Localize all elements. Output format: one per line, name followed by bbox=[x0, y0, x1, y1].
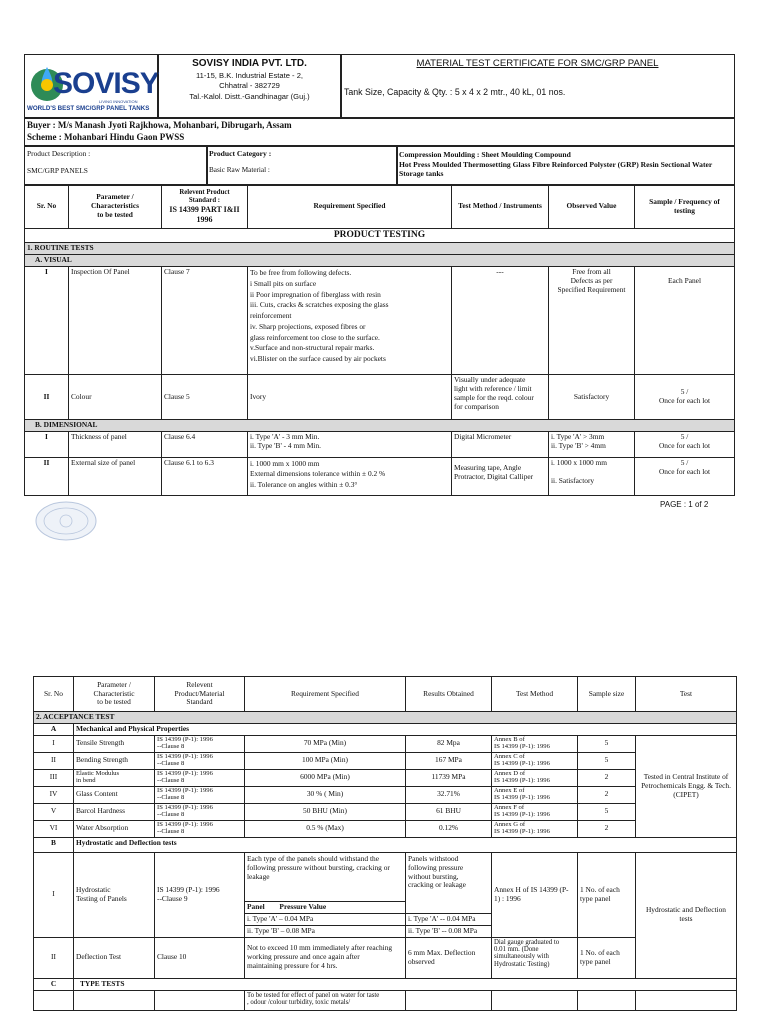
sample-cell: 2 bbox=[578, 820, 636, 837]
sr-cell: I bbox=[25, 432, 69, 458]
header-requirement: Requirement Specified bbox=[245, 677, 406, 712]
table-header-row bbox=[25, 185, 735, 229]
std-cell: IS 14399 (P-1): 1996 --Clause 8 bbox=[155, 786, 245, 803]
std-cell: Clause 6.4 bbox=[162, 432, 248, 458]
method-cell: Annex E of IS 14399 (P-1): 1996 bbox=[492, 786, 578, 803]
sample-cell: 2 bbox=[578, 769, 636, 786]
header-method: Test Method / Instruments bbox=[452, 185, 549, 229]
table-row bbox=[34, 990, 737, 1010]
sample-cell: 5 / Once for each lot bbox=[635, 432, 735, 458]
sr-cell: III bbox=[34, 769, 74, 786]
product-testing-row bbox=[25, 229, 735, 243]
method-cell: Annex C of IS 14399 (P-1): 1996 bbox=[492, 752, 578, 769]
std-cell: Clause 10 bbox=[155, 937, 245, 978]
std-cell: IS 14399 (P-1): 1996 --Clause 8 bbox=[155, 820, 245, 837]
req-cell: Not to exceed 10 mm immediately after reaching working pressure and once again after maintaining pressure for 4 hrs. bbox=[245, 937, 406, 978]
visual-label: A. VISUAL bbox=[25, 255, 735, 267]
section-c-label: TYPE TESTS bbox=[74, 978, 737, 990]
param-cell: External size of panel bbox=[69, 458, 162, 496]
method-cell: Dial gauge graduated to 0.01 mm. (Done simultaneously with Hydrostatic Testing) bbox=[492, 937, 578, 978]
std-cell: IS 14399 (P-1): 1996 --Clause 9 bbox=[155, 852, 245, 937]
result-cell: 82 Mpa bbox=[406, 735, 492, 752]
certificate-title: MATERIAL TEST CERTIFICATE FOR SMC/GRP PANEL bbox=[416, 58, 659, 69]
method-cell: Annex D of IS 14399 (P-1): 1996 bbox=[492, 769, 578, 786]
sample-cell: 5 bbox=[578, 752, 636, 769]
std-cell: IS 14399 (P-1): 1996 --Clause 8 bbox=[155, 735, 245, 752]
section-c-letter: C bbox=[34, 978, 74, 990]
sample-cell bbox=[578, 990, 636, 1010]
sample-cell: 5 / Once for each lot bbox=[635, 375, 735, 420]
sr-cell: II bbox=[34, 752, 74, 769]
table-row bbox=[25, 267, 735, 375]
result-cell bbox=[406, 852, 492, 937]
req-cell: To be free from following defects. i Small pits on surface ii Poor impregnation of fiberglass with resin iii. Cuts, cracks & scratches exposing the glass reinforcement iv. Sharp projections, exposed fibres or glass reinforcement too close to the surface. v.Surface and non-structural repair marks. vi.Blister on the surface caused by air pockets bbox=[248, 267, 452, 375]
company-address: 11-15, B.K. Industrial Estate - 2, Chhatral - 382729 Tal.-Kalol. Distt.-Gandhinagar (Guj.) bbox=[189, 71, 310, 101]
buyer: Buyer : M/s Manash Jyoti Rajkhowa, Mohanbari, Dibrugarh, Assam bbox=[27, 120, 292, 130]
result-cell: 0.12% bbox=[406, 820, 492, 837]
req-cell: 6000 MPa (Min) bbox=[245, 769, 406, 786]
header-sr: Sr. No bbox=[34, 677, 74, 712]
header-standard-top: Relevent Product Standard : bbox=[179, 188, 230, 204]
sr-cell: I bbox=[25, 267, 69, 375]
method-cell: Annex G of IS 14399 (P-1): 1996 bbox=[492, 820, 578, 837]
method-cell: Annex B of IS 14399 (P-1): 1996 bbox=[492, 735, 578, 752]
table-row bbox=[34, 769, 737, 786]
param-cell: Tensile Strength bbox=[74, 735, 155, 752]
std-cell bbox=[155, 990, 245, 1010]
header-standard bbox=[162, 185, 248, 229]
section-a-letter: A bbox=[34, 723, 74, 735]
req-cell: i. 1000 mm x 1000 mm External dimensions tolerance within ± 0.2 % ii. Tolerance on angles within ± 0.3° bbox=[248, 458, 452, 496]
sr-cell bbox=[34, 990, 74, 1010]
std-cell: IS 14399 (P-1): 1996 --Clause 8 bbox=[155, 752, 245, 769]
product-description-label: Product Description : bbox=[27, 149, 91, 158]
sample-cell: 5 / Once for each lot bbox=[635, 458, 735, 496]
stamp-watermark bbox=[34, 500, 98, 542]
result-cell: 11739 MPa bbox=[406, 769, 492, 786]
table-row bbox=[34, 786, 737, 803]
table-row bbox=[34, 803, 737, 820]
sample-cell: 1 No. of each type panel bbox=[578, 852, 636, 937]
company-logo bbox=[27, 61, 159, 113]
table-row bbox=[34, 735, 737, 752]
product-testing-title: PRODUCT TESTING bbox=[25, 229, 735, 243]
logo-tagline-small: LIVING INNOVATION bbox=[99, 99, 138, 104]
observed-cell: i. 1000 x 1000 mm ii. Satisfactory bbox=[549, 458, 635, 496]
header-standard-bold: IS 14399 PART I&II 1996 bbox=[169, 205, 240, 224]
method-cell bbox=[492, 990, 578, 1010]
param-cell: Thickness of panel bbox=[69, 432, 162, 458]
dimensional-label: B. DIMENSIONAL bbox=[25, 420, 735, 432]
param-cell: Hydrostatic Testing of Panels bbox=[74, 852, 155, 937]
section-a-row bbox=[34, 723, 737, 735]
routine-tests-label: 1. ROUTINE TESTS bbox=[25, 243, 735, 255]
hydro-type-a: i. Type 'A' – 0.04 MPa bbox=[245, 913, 405, 925]
method-cell: Visually under adequate light with reference / limit sample for the reqd. colour for comparison bbox=[452, 375, 549, 420]
hydro-test-cell: Hydrostatic and Deflection tests bbox=[636, 852, 737, 978]
std-cell: Clause 5 bbox=[162, 375, 248, 420]
product-category-label: Product Category : bbox=[209, 149, 272, 158]
table-row bbox=[25, 458, 735, 496]
page2-test-table bbox=[33, 676, 737, 1011]
dimensional-row bbox=[25, 420, 735, 432]
tank-size: Tank Size, Capacity & Qty. : 5 x 4 x 2 mtr., 40 kL, 01 nos. bbox=[344, 87, 566, 97]
visual-row bbox=[25, 255, 735, 267]
param-cell: Bending Strength bbox=[74, 752, 155, 769]
basic-raw-material-label: Basic Raw Material : bbox=[209, 166, 270, 174]
header-test: Test bbox=[636, 677, 737, 712]
method-cell: Annex F of IS 14399 (P-1): 1996 bbox=[492, 803, 578, 820]
req-cell: 30 % ( Min) bbox=[245, 786, 406, 803]
table-row bbox=[34, 852, 737, 937]
req-cell: i. Type 'A' - 3 mm Min. ii. Type 'B' - 4 mm Min. bbox=[248, 432, 452, 458]
req-cell: Ivory bbox=[248, 375, 452, 420]
sr-cell: II bbox=[25, 458, 69, 496]
header-sample: Sample / Frequency of testing bbox=[635, 185, 735, 229]
observed-cell: i. Type 'A' > 3mm ii. Type 'B' > 4mm bbox=[549, 432, 635, 458]
method-cell: --- bbox=[452, 267, 549, 375]
std-cell: Clause 7 bbox=[162, 267, 248, 375]
std-cell: IS 14399 (P-1): 1996 --Clause 8 bbox=[155, 769, 245, 786]
product-desc-box bbox=[24, 145, 208, 186]
acceptance-test-row bbox=[34, 712, 737, 724]
header-results: Results Obtained bbox=[406, 677, 492, 712]
req-cell: 100 MPa (Min) bbox=[245, 752, 406, 769]
scheme: Scheme : Mohanbari Hindu Gaon PWSS bbox=[27, 132, 185, 142]
logo-text: SOVISY bbox=[53, 67, 159, 100]
param-cell: Water Absorption bbox=[74, 820, 155, 837]
sample-cell: 5 bbox=[578, 803, 636, 820]
hydro-result-a: i. Type 'A' -- 0.04 MPa bbox=[406, 913, 491, 925]
sr-cell: VI bbox=[34, 820, 74, 837]
param-cell: Glass Content bbox=[74, 786, 155, 803]
std-cell: Clause 6.1 to 6.3 bbox=[162, 458, 248, 496]
table-row bbox=[34, 937, 737, 978]
sr-cell: I bbox=[34, 852, 74, 937]
observed-cell: Free from all Defects as per Specified Requirement bbox=[549, 267, 635, 375]
logo-tagline: WORLD'S BEST SMC/GRP PANEL TANKS bbox=[27, 105, 150, 112]
table-row bbox=[34, 820, 737, 837]
title-box bbox=[340, 54, 735, 119]
acceptance-test-label: 2. ACCEPTANCE TEST bbox=[34, 712, 737, 724]
section-b-row bbox=[34, 837, 737, 852]
param-cell: Barcol Hardness bbox=[74, 803, 155, 820]
cipet-cell: Tested in Central Institute of Petrochemicals Engg. & Tech. (CIPET) bbox=[636, 735, 737, 837]
table-row bbox=[34, 752, 737, 769]
header-requirement: Requirement Specified bbox=[248, 185, 452, 229]
header-observed: Observed Value bbox=[549, 185, 635, 229]
method-cell: Measuring tape, Angle Protractor, Digital Calliper bbox=[452, 458, 549, 496]
table-row bbox=[25, 432, 735, 458]
hot-press: Hot Press Moulded Thermosetting Glass Fibre Reinforced Polyster (GRP) Resin Sectional Water Storage tanks bbox=[399, 160, 713, 179]
result-cell: 6 mm Max. Deflection observed bbox=[406, 937, 492, 978]
header-param: Parameter / Characteristics to be tested bbox=[69, 185, 162, 229]
sample-cell: 5 bbox=[578, 735, 636, 752]
product-description: SMC/GRP PANELS bbox=[27, 166, 88, 175]
table-header-row bbox=[34, 677, 737, 712]
param-cell: Inspection Of Panel bbox=[69, 267, 162, 375]
result-cell: 167 MPa bbox=[406, 752, 492, 769]
section-a-label: Mechanical and Physical Properties bbox=[74, 723, 737, 735]
sr-cell: II bbox=[25, 375, 69, 420]
req-cell bbox=[245, 852, 406, 937]
section-c-row bbox=[34, 978, 737, 990]
hydro-result-b: ii. Type 'B' -- 0.08 MPa bbox=[406, 925, 491, 937]
header-standard: Relevent Product/Material Standard bbox=[155, 677, 245, 712]
hydro-result: Panels withstood following pressure without bursting, cracking or leakage bbox=[408, 853, 466, 890]
hydro-requirement: Each type of the panels should withstand the following pressure without bursting, cracking or leakage bbox=[247, 853, 390, 881]
method-cell: Annex H of IS 14399 (P- 1) : 1996 bbox=[492, 852, 578, 937]
sr-cell: II bbox=[34, 937, 74, 978]
result-cell bbox=[406, 990, 492, 1010]
header-sample: Sample size bbox=[578, 677, 636, 712]
product-category-box bbox=[206, 145, 398, 186]
company-box bbox=[157, 54, 342, 119]
section-b-label: Hydrostatic and Deflection tests bbox=[74, 837, 737, 852]
header-method: Test Method bbox=[492, 677, 578, 712]
header-sr: Sr. No bbox=[25, 185, 69, 229]
compression-box bbox=[396, 145, 735, 186]
header-logo-box bbox=[24, 54, 159, 119]
std-cell: IS 14399 (P-1): 1996 --Clause 8 bbox=[155, 803, 245, 820]
result-cell: 61 BHU bbox=[406, 803, 492, 820]
table-row bbox=[25, 375, 735, 420]
req-cell: 50 BHU (Min) bbox=[245, 803, 406, 820]
company-name: SOVISY INDIA PVT. LTD. bbox=[192, 58, 307, 69]
param-cell: Deflection Test bbox=[74, 937, 155, 978]
req-cell: To be tested for effect of panel on water for taste , odour /colour turbidity, toxic metals/ bbox=[245, 990, 406, 1010]
sample-cell: 1 No. of each type panel bbox=[578, 937, 636, 978]
sr-cell: V bbox=[34, 803, 74, 820]
routine-tests-row bbox=[25, 243, 735, 255]
hydro-type-b: ii. Type 'B' – 0.08 MPa bbox=[245, 925, 405, 937]
req-cell: 0.5 % (Max) bbox=[245, 820, 406, 837]
observed-cell: Satisfactory bbox=[549, 375, 635, 420]
sr-cell: IV bbox=[34, 786, 74, 803]
req-cell: 70 MPa (Min) bbox=[245, 735, 406, 752]
sr-cell: I bbox=[34, 735, 74, 752]
method-cell: Digital Micrometer bbox=[452, 432, 549, 458]
param-cell: Colour bbox=[69, 375, 162, 420]
buyer-box bbox=[24, 117, 735, 147]
test-cell bbox=[636, 990, 737, 1010]
sample-cell: Each Panel bbox=[635, 267, 735, 375]
param-cell bbox=[74, 990, 155, 1010]
result-cell: 32.71% bbox=[406, 786, 492, 803]
hydro-panel-label: Panel Pressure Value bbox=[245, 901, 405, 913]
compression-moulding: Compression Moulding : Sheet Moulding Compound bbox=[399, 150, 571, 159]
header-param: Parameter / Characteristic to be tested bbox=[74, 677, 155, 712]
param-cell: Elastic Modulus in bend bbox=[74, 769, 155, 786]
page-number: PAGE : 1 of 2 bbox=[660, 500, 709, 509]
sample-cell: 2 bbox=[578, 786, 636, 803]
page1-test-table bbox=[24, 184, 735, 496]
section-b-letter: B bbox=[34, 837, 74, 852]
